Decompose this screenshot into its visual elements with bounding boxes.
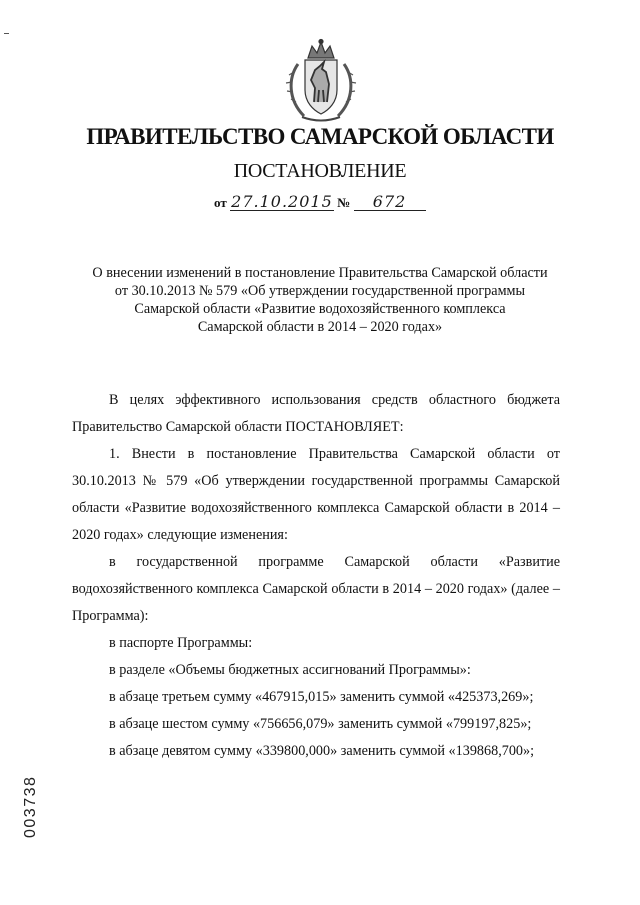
number-prefix: №: [337, 195, 351, 210]
document-serial-stamp: 003738: [22, 775, 39, 838]
body-paragraph: в абзаце девятом сумму «339800,000» заменить суммой «139868,700»;: [109, 743, 535, 759]
body-paragraph: В целях эффективного использования средств областного бюджета Правительство Самарской области ПОСТАНОВЛЯЕТ:: [72, 392, 560, 435]
date-prefix: от: [214, 195, 227, 210]
subject-line: от 30.10.2013 № 579 «Об утверждении государственной программы: [114, 283, 526, 299]
subject-line: Самарской области «Развитие водохозяйственного комплекса: [134, 301, 506, 317]
body-paragraph: в абзаце шестом сумму «756656,079» заменить суммой «799197,825»;: [109, 716, 532, 732]
document-type-title: ПОСТАНОВЛЕНИЕ: [233, 160, 407, 182]
decree-subject: [72, 264, 568, 336]
margin-mark: [4, 33, 9, 34]
body-paragraph: 1. Внести в постановление Правительства Самарской области от 30.10.2013 № 579 «Об утверждении государственной программы Самарской области «Развитие водохозяйственного комплекса Самарской области в 2014 – 2020 годах» следующие изменения:: [72, 446, 560, 543]
decree-number: 672: [354, 194, 426, 211]
subject-line: Самарской области в 2014 – 2020 годах»: [197, 319, 443, 335]
decree-date: 27.10.2015: [231, 192, 333, 211]
samara-coat-of-arms-icon: [284, 38, 358, 122]
body-paragraph: в государственной программе Самарской области «Развитие водохозяйственного комплекса Самарской области в 2014 – 2020 годах» (далее – Программа):: [72, 554, 560, 624]
body-paragraph: в абзаце третьем сумму «467915,015» заменить суммой «425373,269»;: [109, 689, 534, 705]
subject-line: О внесении изменений в постановление Правительства Самарской области: [92, 265, 548, 281]
decree-date-number: [214, 194, 426, 214]
body-paragraph: в разделе «Объемы бюджетных ассигнований Программы»:: [109, 662, 471, 678]
body-paragraph: в паспорте Программы:: [109, 635, 253, 651]
government-title: ПРАВИТЕЛЬСТВО САМАРСКОЙ ОБЛАСТИ: [86, 124, 554, 149]
decree-body: [72, 387, 560, 765]
